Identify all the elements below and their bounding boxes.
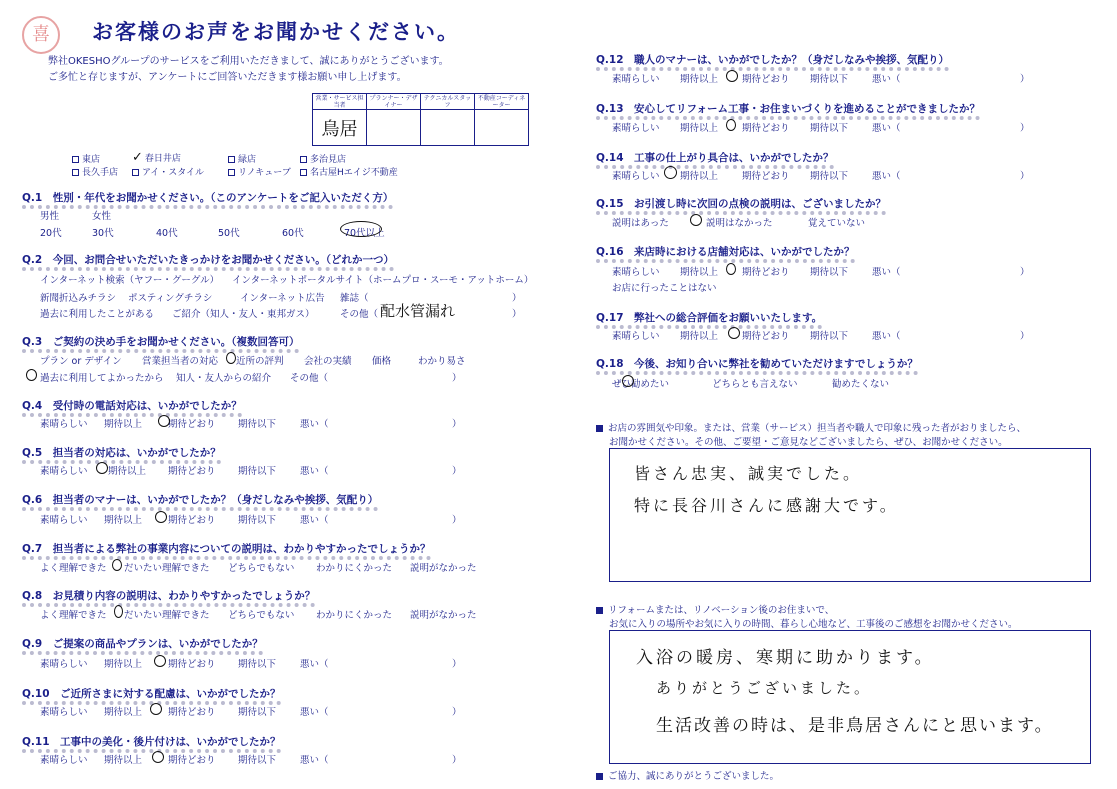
q17-bad[interactable]: 悪い（	[872, 331, 901, 342]
checkbox-icon	[228, 169, 235, 176]
q3-reputation[interactable]: 近所の評判	[236, 356, 284, 367]
q14-as-expected[interactable]: 期待どおり	[742, 171, 790, 182]
checkbox-icon	[132, 169, 139, 176]
answer-circle-mark	[150, 703, 162, 715]
q3-sales-response[interactable]: 営業担当者の対応	[142, 356, 219, 367]
staff-value-planner[interactable]	[367, 110, 421, 146]
q3-other-close: ）	[452, 373, 462, 384]
q16-never-visited[interactable]: お店に行ったことはない	[612, 283, 717, 294]
q1-label: Q.1 性別・年代をお聞かせください。（このアンケートをご記入いただく方）	[22, 190, 393, 205]
staff-header-planner: プランナー・デザイナー	[367, 94, 421, 110]
q11-bad-close: ）	[452, 755, 462, 766]
store-option-higashi[interactable]: 東店	[72, 152, 100, 165]
q7-well-understood[interactable]: よく理解できた	[40, 563, 107, 574]
store-option-renocube[interactable]: リノキューブ	[228, 165, 291, 178]
staff-value-sales[interactable]: 鳥居	[313, 110, 367, 146]
q1-age-40s[interactable]: 40代	[156, 228, 178, 239]
page-title: お客様のお声をお聞かせください。	[92, 20, 460, 44]
q2-internet-search[interactable]: インターネット検索（ヤフー・グーグル）	[40, 275, 220, 286]
q2-magazine-close: ）	[512, 293, 522, 304]
comment1-line-1: 皆さん忠実、誠実でした。	[634, 464, 863, 483]
comment1-prompt-2: お聞かせください。その他、ご要望・ご意見などございましたら、ぜひ、お聞かせください。	[609, 437, 1008, 448]
q10-excellent[interactable]: 素晴らしい	[40, 707, 88, 718]
q16-label: Q.16 来店時における店舗対応は、いかがでしたか？	[596, 244, 855, 259]
square-bullet-icon	[596, 773, 603, 780]
q11-label: Q.11 工事中の美化・後片付けは、いかがでしたか？	[22, 734, 281, 749]
footer-thanks: ご協力、誠にありがとうございました。	[596, 768, 779, 782]
q8-label: Q.8 お見積り内容の説明は、わかりやすかったでしょうか？	[22, 588, 315, 603]
q5-as-expected[interactable]: 期待どおり	[168, 466, 216, 477]
q9-label: Q.9 ご提案の商品やプランは、いかがでしたか？	[22, 636, 263, 651]
comment2-prompt-1: リフォームまたは、リノベーション後のお住まいで、	[596, 602, 834, 616]
q18-not-recommend[interactable]: 勧めたくない	[832, 379, 890, 390]
staff-value-realestate[interactable]	[475, 110, 529, 146]
comment2-line-2: ありがとうございました。	[656, 679, 873, 697]
q15-not-explained[interactable]: 説明はなかった	[706, 218, 773, 229]
staff-table	[312, 93, 529, 146]
q12-label: Q.12 職人のマナーは、いかがでしたか？（身だしなみや挨拶、気配り）	[596, 52, 949, 67]
q14-excellent[interactable]: 素晴らしい	[612, 171, 660, 182]
q15-label: Q.15 お引渡し時に次回の点検の説明は、ございましたか？	[596, 196, 886, 211]
q15-explained[interactable]: 説明はあった	[612, 218, 669, 229]
q16-above[interactable]: 期待以上	[680, 267, 719, 278]
q2-other-close: ）	[512, 309, 522, 320]
checkbox-icon	[300, 169, 307, 176]
answer-circle-mark	[622, 375, 634, 387]
q5-below[interactable]: 期待以下	[238, 466, 277, 477]
q1-female[interactable]: 女性	[92, 211, 112, 222]
q3-track-record[interactable]: 会社の実績	[304, 356, 352, 367]
q14-bad[interactable]: 悪い（	[872, 171, 901, 182]
intro-line-2: ご多忙と存じますが、アンケートにご回答いただきます様お願い申し上げます。	[48, 72, 407, 83]
q14-label: Q.14 工事の仕上がり具合は、いかがでしたか？	[596, 150, 834, 165]
comment2-line-1: 入浴の暖房、寒期に助かります。	[636, 648, 935, 668]
q15-dont-remember[interactable]: 覚えていない	[808, 218, 866, 229]
answer-circle-mark	[114, 605, 123, 618]
q17-as-expected[interactable]: 期待どおり	[742, 331, 790, 342]
q8-none[interactable]: 説明がなかった	[410, 610, 477, 621]
store-option-nagakute[interactable]: 長久手店	[72, 165, 118, 178]
q6-bad-close: ）	[452, 515, 462, 526]
q14-below[interactable]: 期待以下	[810, 171, 849, 182]
q1-age-60s[interactable]: 60代	[282, 228, 304, 239]
comment1-line-2: 特に長谷川さんに感謝大です。	[634, 496, 899, 515]
q2-internet-ad[interactable]: インターネット広告	[240, 293, 325, 304]
q16-as-expected[interactable]: 期待どおり	[742, 267, 790, 278]
q4-bad[interactable]: 悪い（	[300, 419, 329, 430]
q10-above[interactable]: 期待以上	[104, 707, 143, 718]
comment1-prompt-1: お店の雰囲気や印象。または、営業（サービス）担当者や職人で印象に残った者がおりましたら、	[596, 420, 1026, 434]
q13-above[interactable]: 期待以上	[680, 123, 719, 134]
staff-header-sales: 営業・サービス担当者	[313, 94, 367, 110]
q2-magazine[interactable]: 雑誌（	[340, 293, 369, 304]
q5-label: Q.5 担当者の対応は、いかがでしたか？	[22, 445, 221, 460]
q2-label: Q.2 今回、お問合せいただいたきっかけをお聞かせください。（どれか一つ）	[22, 252, 394, 267]
answer-circle-mark	[152, 751, 164, 763]
q17-label: Q.17 弊社への総合評価をお願いいたします。	[596, 310, 822, 325]
q14-above[interactable]: 期待以上	[680, 171, 719, 182]
q12-as-expected[interactable]: 期待どおり	[742, 74, 790, 85]
q9-above[interactable]: 期待以上	[104, 659, 143, 670]
q17-bad-close: ）	[1020, 331, 1030, 342]
q6-label: Q.6 担当者のマナーは、いかがでしたか？（身だしなみや挨拶、気配り）	[22, 492, 378, 507]
q8-hard[interactable]: わかりにくかった	[316, 610, 393, 621]
q5-excellent[interactable]: 素晴らしい	[40, 466, 88, 477]
answer-circle-mark	[112, 559, 122, 571]
answer-circle-mark	[155, 511, 167, 523]
q17-above[interactable]: 期待以上	[680, 331, 719, 342]
q4-as-expected[interactable]: 期待どおり	[168, 419, 216, 430]
q11-bad[interactable]: 悪い（	[300, 755, 329, 766]
comment2-line-3: 生活改善の時は、是非鳥居さんにと思います。	[656, 716, 1054, 736]
q4-label: Q.4 受付時の電話対応は、いかがでしたか？	[22, 398, 242, 413]
intro-line-1: 弊社OKESHOグループのサービスをご利用いただきまして、誠にありがとうございます。	[48, 56, 449, 67]
q3-plan-design[interactable]: プラン or デザイン	[40, 356, 122, 367]
q16-excellent[interactable]: 素晴らしい	[612, 267, 660, 278]
q3-friend-referral[interactable]: 知人・友人からの紹介	[176, 373, 272, 384]
answer-circle-mark	[340, 221, 382, 237]
q2-other-handwritten: 配水管漏れ	[380, 302, 456, 320]
q1-age-50s[interactable]: 50代	[218, 228, 240, 239]
q7-label: Q.7 担当者による弊社の事業内容についての説明は、わかりやすかったでしょうか？	[22, 541, 431, 556]
q12-excellent[interactable]: 素晴らしい	[612, 74, 660, 85]
comment2-prompt-2: お気に入りの場所やお気に入りの時間、暮らし心地など、工事後のご感想をお聞かせください。	[609, 619, 1018, 630]
q11-excellent[interactable]: 素晴らしい	[40, 755, 88, 766]
q6-excellent[interactable]: 素晴らしい	[40, 515, 88, 526]
answer-circle-mark	[26, 369, 37, 381]
answer-circle-mark	[158, 415, 170, 427]
q2-past-use[interactable]: 過去に利用したことがある	[40, 309, 155, 320]
q17-below[interactable]: 期待以下	[810, 331, 849, 342]
q11-below[interactable]: 期待以下	[238, 755, 277, 766]
q2-newspaper-flyer[interactable]: 新聞折込みチラシ	[40, 293, 117, 304]
answer-circle-mark	[726, 70, 738, 82]
comment1-box[interactable]	[609, 448, 1091, 582]
q7-hard[interactable]: わかりにくかった	[316, 563, 393, 574]
store-option-istyle[interactable]: アイ・スタイル	[132, 165, 204, 178]
q4-above[interactable]: 期待以上	[104, 419, 143, 430]
answer-circle-mark	[728, 327, 740, 339]
store-option-kasugai[interactable]: ✓ 春日井店	[132, 150, 181, 165]
q10-bad[interactable]: 悪い（	[300, 707, 329, 718]
q2-posting-flyer[interactable]: ポスティングチラシ	[128, 293, 213, 304]
answer-circle-mark	[690, 214, 702, 226]
q13-bad[interactable]: 悪い（	[872, 123, 901, 134]
store-option-nagoya[interactable]: 名古屋Hエイジ不動産	[300, 165, 398, 178]
q12-bad[interactable]: 悪い（	[872, 74, 901, 85]
q1-age-20s[interactable]: 20代	[40, 228, 62, 239]
q10-below[interactable]: 期待以下	[238, 707, 277, 718]
square-bullet-icon	[596, 425, 603, 432]
q16-below[interactable]: 期待以下	[810, 267, 849, 278]
checkbox-icon	[228, 156, 235, 163]
q4-below[interactable]: 期待以下	[238, 419, 277, 430]
q13-below[interactable]: 期待以下	[810, 123, 849, 134]
q2-portal-site[interactable]: インターネットポータルサイト（ホームプロ・スーモ・アットホーム）	[232, 275, 534, 286]
q9-below[interactable]: 期待以下	[238, 659, 277, 670]
q14-bad-close: ）	[1020, 171, 1030, 182]
comment2-box[interactable]	[609, 630, 1091, 764]
q13-bad-close: ）	[1020, 123, 1030, 134]
q1-age-70s-plus[interactable]: 70代以上	[344, 228, 385, 239]
q13-label: Q.13 安心してリフォーム工事・お住まいづくりを進めることができましたか？	[596, 101, 980, 116]
q18-label: Q.18 今後、お知り合いに弊社を勧めていただけますでしょうか？	[596, 356, 918, 371]
q6-as-expected[interactable]: 期待どおり	[168, 515, 216, 526]
q13-as-expected[interactable]: 期待どおり	[742, 123, 790, 134]
company-seal-stamp: 喜	[22, 16, 60, 54]
q7-neither[interactable]: どちらでもない	[228, 563, 295, 574]
q5-above[interactable]: 期待以上	[108, 466, 147, 477]
q5-bad-close: ）	[452, 466, 462, 477]
q16-bad[interactable]: 悪い（	[872, 267, 901, 278]
q6-bad[interactable]: 悪い（	[300, 515, 329, 526]
q4-bad-close: ）	[452, 419, 462, 430]
q7-mostly-understood[interactable]: だいたい理解できた	[124, 563, 210, 574]
q2-other[interactable]: その他（	[340, 309, 379, 320]
q2-referral[interactable]: ご紹介（知人・友人・東邦ガス）	[172, 309, 315, 320]
q16-bad-close: ）	[1020, 267, 1030, 278]
q3-label: Q.3 ご契約の決め手をお聞かせください。（複数回答可）	[22, 334, 299, 349]
q17-excellent[interactable]: 素晴らしい	[612, 331, 660, 342]
checkbox-icon	[300, 156, 307, 163]
q7-none[interactable]: 説明がなかった	[410, 563, 477, 574]
q6-below[interactable]: 期待以下	[238, 515, 277, 526]
q3-other[interactable]: その他（	[290, 373, 329, 384]
answer-circle-mark	[664, 166, 677, 179]
staff-value-technical[interactable]	[421, 110, 475, 146]
q1-age-30s[interactable]: 30代	[92, 228, 114, 239]
q11-above[interactable]: 期待以上	[104, 755, 143, 766]
q8-mostly-understood[interactable]: だいたい理解できた	[124, 610, 210, 621]
answer-circle-mark	[154, 655, 166, 667]
q11-as-expected[interactable]: 期待どおり	[168, 755, 216, 766]
answer-circle-mark	[726, 263, 736, 275]
q3-past-good[interactable]: 過去に利用してよかったから	[40, 373, 164, 384]
checkbox-icon	[72, 156, 79, 163]
q3-price[interactable]: 価格	[372, 356, 392, 367]
q9-bad-close: ）	[452, 659, 462, 670]
checkbox-icon	[72, 169, 79, 176]
q4-excellent[interactable]: 素晴らしい	[40, 419, 88, 430]
q13-excellent[interactable]: 素晴らしい	[612, 123, 660, 134]
q10-bad-close: ）	[452, 707, 462, 718]
q3-clarity[interactable]: わかり易さ	[418, 356, 466, 367]
q9-as-expected[interactable]: 期待どおり	[168, 659, 216, 670]
store-option-midori[interactable]: 緑店	[228, 152, 256, 165]
answer-circle-mark	[726, 119, 736, 131]
q10-label: Q.10 ご近所さまに対する配慮は、いかがでしたか？	[22, 686, 281, 701]
answer-circle-mark	[226, 352, 236, 364]
q18-recommend[interactable]: ぜひ勧めたい	[612, 379, 670, 390]
q12-above[interactable]: 期待以上	[680, 74, 719, 85]
store-option-tajimi[interactable]: 多治見店	[300, 152, 346, 165]
q10-as-expected[interactable]: 期待どおり	[168, 707, 216, 718]
q8-well-understood[interactable]: よく理解できた	[40, 610, 107, 621]
q12-below[interactable]: 期待以下	[810, 74, 849, 85]
q9-excellent[interactable]: 素晴らしい	[40, 659, 88, 670]
q9-bad[interactable]: 悪い（	[300, 659, 329, 670]
q6-above[interactable]: 期待以上	[104, 515, 143, 526]
q18-neither[interactable]: どちらとも言えない	[712, 379, 798, 390]
staff-header-technical: テクニカルスタッフ	[421, 94, 475, 110]
q8-neither[interactable]: どちらでもない	[228, 610, 295, 621]
q12-bad-close: ）	[1020, 74, 1030, 85]
staff-header-realestate: 不動産コーディネーター	[475, 94, 529, 110]
answer-circle-mark	[96, 462, 108, 474]
q1-male[interactable]: 男性	[40, 211, 60, 222]
square-bullet-icon	[596, 607, 603, 614]
q5-bad[interactable]: 悪い（	[300, 466, 329, 477]
